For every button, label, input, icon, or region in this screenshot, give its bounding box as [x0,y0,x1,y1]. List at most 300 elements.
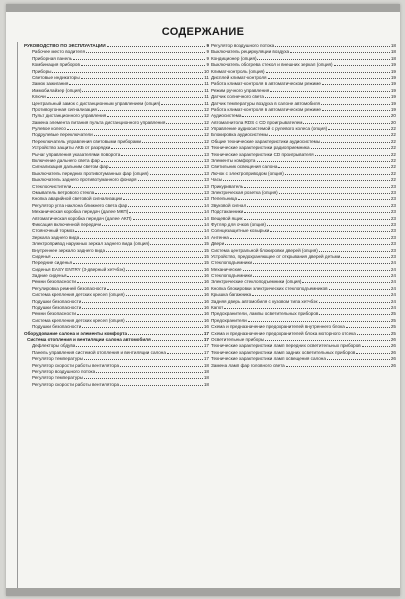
toc-entry-title: Противоугонная сигнализация [32,106,97,112]
toc-page-number: 16 [203,266,209,272]
toc-entry [211,152,396,157]
toc-entry-title: Ключи [32,94,46,100]
toc-entry-title: Предохранители, лампы осветительных приборов [211,311,319,317]
toc-entry [24,196,209,201]
toc-leader-dots [302,282,389,283]
toc-leader-dots [243,270,390,271]
toc-page-number: 9 [206,49,209,55]
toc-page-number: 24 [390,285,396,291]
toc-entry-title: Технические характеристики ламп освещения салона [211,356,326,362]
toc-page-number: 23 [390,196,396,202]
toc-leader-dots [225,244,390,245]
toc-page-number: 16 [203,285,209,291]
toc-leader-dots [95,193,203,194]
toc-page-number: 13 [203,164,209,170]
toc-leader-dots [265,340,390,341]
toc-entry [211,318,396,323]
toc-page-number: 19 [390,94,396,100]
toc-entry-title: Технические характеристики радиоприемника [211,145,310,151]
toc-page-number: 23 [390,209,396,215]
toc-entry [211,343,396,348]
toc-leader-dots [150,174,203,175]
toc-entry [211,126,396,131]
toc-entry [211,260,396,265]
toc-entry-title: Пепельница [211,196,238,202]
toc-entry [211,101,396,106]
toc-leader-dots [96,372,203,373]
toc-leader-dots [252,295,390,296]
toc-entry-title: Схема и предназначение предохранителей внутреннего блока [211,324,345,330]
toc-entry-title: Футляр для очков (опция) [211,221,266,227]
toc-leader-dots [101,161,203,162]
toc-leader-dots [73,59,205,60]
toc-entry-title: Приборы [32,68,52,74]
book-page [6,4,400,596]
toc-leader-dots [138,180,203,181]
toc-page-number: 15 [203,253,209,259]
toc-entry [24,62,209,67]
toc-entry [24,318,209,323]
toc-entry-title: Вещевой ящик [211,215,243,221]
toc-entry-title: Блокировка аудиосистемы [211,132,268,138]
toc-entry-title: Стеклоподъемники [211,260,253,266]
toc-entry-title: Климат-контроль (опция) [211,68,265,74]
toc-leader-dots [253,276,390,277]
toc-entry [211,350,396,355]
toc-entry [211,88,396,93]
toc-entry [211,292,396,297]
toc-page-number: 23 [390,215,396,221]
toc-leader-dots [126,321,203,322]
toc-page-number: 19 [390,74,396,80]
toc-entry-title: Рулевое колесо [32,126,66,132]
toc-leader-dots [257,161,390,162]
toc-page-number: 24 [390,305,396,311]
toc-page-number: 12 [203,106,209,112]
toc-page-number: 14 [203,202,209,208]
toc-entry [24,279,209,284]
toc-entry [24,222,209,227]
toc-entry-title: Крышка багажника [211,292,252,298]
toc-leader-dots [152,340,203,341]
toc-entry-title: Солнцезащитные козырьки [211,228,270,234]
toc-page-number: 22 [390,132,396,138]
toc-leader-dots [321,104,390,105]
toc-page-number: 24 [390,298,396,304]
toc-entry [211,75,396,80]
toc-leader-dots [150,244,202,245]
toc-leader-dots [82,302,203,303]
toc-page-number: 22 [390,138,396,144]
toc-entry [211,177,396,182]
toc-entry [24,132,209,137]
toc-entry [24,356,209,361]
page-bottom-strip [6,588,400,596]
toc-page-number: 16 [203,305,209,311]
toc-entry-title: Центральный замок с дистанционным управлением (опция) [32,100,161,106]
toc-entry-title: Электрическая розетка (опция) [211,189,278,195]
toc-entry [211,171,396,176]
toc-entry [24,43,209,48]
toc-entry [24,75,209,80]
toc-leader-dots [106,251,203,252]
toc-entry [24,49,209,54]
toc-entry [24,286,209,291]
toc-page-number: 9 [206,62,209,68]
toc-leader-dots [275,46,390,47]
toc-leader-dots [327,359,390,360]
toc-leader-dots [69,84,203,85]
toc-leader-dots [52,72,202,73]
toc-leader-dots [77,314,203,315]
toc-leader-dots [253,263,390,264]
toc-page-number: 17 [203,330,209,336]
toc-page-number: 18 [203,381,209,387]
toc-page-number: 12 [203,132,209,138]
toc-page-number: 11 [204,87,209,93]
toc-page-number: 11 [204,81,209,87]
toc-page-number: 13 [203,158,209,164]
toc-entry [24,190,209,195]
toc-entry [211,164,396,169]
toc-entry [211,190,396,195]
toc-entry [24,375,209,380]
toc-leader-dots [47,97,204,98]
toc-leader-dots [82,91,203,92]
toc-entry [24,305,209,310]
toc-entry-title: Регулятор температуры [32,356,83,362]
toc-page-number: 24 [390,266,396,272]
toc-entry [24,56,209,61]
toc-entry [211,324,396,329]
toc-entry [211,356,396,361]
toc-page-number: 25 [390,317,396,323]
toc-page-number: 17 [203,356,209,362]
toc-entry-title: Светильник освещения салона [211,164,278,170]
toc-leader-dots [84,378,203,379]
toc-entry-title: Кондиционер (опция) [211,55,257,61]
toc-page-number: 22 [390,126,396,132]
toc-leader-dots [257,59,389,60]
toc-leader-dots [52,257,203,258]
toc-entry-title: Механические [211,266,242,272]
toc-entry-title: Лючок с электроприводом (опция) [211,170,284,176]
toc-leader-dots [279,193,390,194]
toc-entry-title: Внутреннее зеркало заднего вида [32,247,106,253]
toc-entry [211,158,396,163]
toc-leader-dots [341,257,390,258]
toc-page-number: 14 [203,228,209,234]
toc-page-number: 13 [203,145,209,151]
toc-page-number: 22 [390,145,396,151]
toc-page-number: 23 [390,183,396,189]
toc-entry-title: Технические характеристики ламп передних осветительных приборов [211,343,361,349]
toc-entry [211,139,396,144]
toc-entry [24,81,209,86]
toc-entry-title: Дефлекторы обдува [32,343,76,349]
toc-entry-title: Датчик температуры воздуха в салоне автомобиля [211,100,321,106]
toc-page-number: 26 [390,356,396,362]
toc-leader-dots [86,52,206,53]
toc-entry [24,88,209,93]
toc-page-number: 14 [203,209,209,215]
toc-entry-title: Световые индикаторы [32,74,80,80]
toc-page-number: 20 [390,113,396,119]
toc-leader-dots [362,346,390,347]
toc-page-number: 23 [390,241,396,247]
toc-entry [211,222,396,227]
toc-entry-title: Подушки безопасности [32,298,82,304]
page-top-strip [6,4,400,12]
toc-leader-dots [73,263,203,264]
toc-leader-dots [67,129,203,130]
toc-page-number: 20 [390,119,396,125]
toc-leader-dots [322,84,390,85]
toc-page-number: 19 [390,81,396,87]
toc-entry [211,145,396,150]
toc-entry [24,337,209,342]
toc-leader-dots [268,78,390,79]
toc-entry-title: Передние сиденья [32,260,72,266]
toc-entry-title: Работа климат-контроля в автоматическом режиме [211,81,321,87]
toc-leader-dots [247,206,390,207]
toc-page-number: 25 [390,330,396,336]
toc-leader-dots [98,110,203,111]
toc-page-number: 23 [390,202,396,208]
toc-entry-title: Приборная панель [32,55,73,61]
toc-leader-dots [120,366,203,367]
toc-entry-title: Регулятор воздушного потока [211,43,275,48]
toc-entry-title: Датчик солнечного света [211,94,264,100]
toc-page-number: 16 [203,292,209,298]
toc-entry-title: Стеклоподъемники [211,273,253,279]
toc-page-number: 25 [390,311,396,317]
toc-entry [24,343,209,348]
left-margin-rule [17,42,18,592]
toc-leader-dots [319,302,390,303]
toc-leader-dots [244,212,390,213]
toc-page-number: 13 [203,183,209,189]
toc-entry [24,260,209,265]
toc-leader-dots [311,148,390,149]
toc-leader-dots [244,219,390,220]
toc-entry-title: Антенна [211,234,229,240]
toc-entry [24,216,209,221]
toc-page-number: 14 [203,221,209,227]
toc-entry [24,369,209,374]
toc-leader-dots [356,353,390,354]
toc-page-number: 16 [203,273,209,279]
toc-page-number: 26 [390,349,396,355]
toc-leader-dots [315,155,390,156]
toc-entry [211,203,396,208]
toc-entry [211,299,396,304]
toc-entry-title: Работа климат-контроля в автоматическом режиме [211,106,321,112]
toc-entry [24,273,209,278]
toc-page-number: 23 [390,228,396,234]
toc-leader-dots [81,78,204,79]
toc-entry-title: Система центральной блокировки дверей (опция) [211,247,318,253]
toc-page-number: 26 [390,336,396,342]
toc-entry [211,81,396,86]
toc-entry-title: Включение дальнего света фар [32,158,100,164]
toc-page-number: 12 [203,138,209,144]
toc-page-number: 24 [390,292,396,298]
toc-entry [24,299,209,304]
toc-page-number: 23 [390,234,396,240]
toc-entry [211,337,396,342]
toc-entry-title: Иммобилайзер (опция) [32,87,82,93]
toc-leader-dots [248,321,390,322]
toc-leader-dots [120,385,203,386]
toc-entry-title: Фиксация включенной передачи [32,221,102,227]
toc-entry-title: Автоматическая коробка передач (далее АКП) [32,215,132,221]
toc-leader-dots [161,104,203,105]
toc-page-number: 16 [203,317,209,323]
toc-entry-title: Зеркала заднего вида [32,234,80,240]
toc-leader-dots [321,142,390,143]
toc-page-number: 18 [390,55,396,61]
toc-leader-dots [129,212,203,213]
toc-entry-title: Подушки безопасности [32,324,82,330]
toc-entry [24,145,209,150]
toc-entry-title: Кнопка аварийной световой сигнализации [32,196,123,202]
toc-page-number: 19 [390,100,396,106]
toc-leader-dots [102,225,203,226]
toc-entry-title: Стояночный тормоз [32,228,75,234]
toc-page-number: 18 [203,375,209,381]
toc-entry [24,292,209,297]
toc-entry [211,311,396,316]
toc-entry [211,209,396,214]
toc-leader-dots [224,308,390,309]
toc-page-number: 24 [390,279,396,285]
toc-entry-title: Выключатель заднего противотуманного фонаря [32,177,137,183]
toc-entry [24,139,209,144]
toc-entry-title: Часы [211,177,223,183]
toc-entry [24,254,209,259]
toc-page-number: 23 [390,253,396,259]
toc-entry [24,120,209,125]
toc-entry-title: Управление аудиосистемой с рулевого колеса (опция) [211,126,328,132]
toc-page-number: 13 [203,177,209,183]
toc-leader-dots [270,231,390,232]
toc-entry [24,209,209,214]
toc-entry-title: Переключатель управления световыми приборами [32,138,142,144]
toc-entry-title: Кнопка блокировки электрических стеклоподъемников [211,285,328,291]
toc-entry-title: Технические характеристики ламп задних осветительных приборов [211,349,356,355]
toc-leader-dots [238,199,390,200]
toc-entry-title: Электрические стеклоподъемники (опция) [211,279,302,285]
toc-page-number: 14 [203,215,209,221]
toc-page-number: 18 [390,43,396,48]
toc-entry-title: Система крепления детских кресел (опция) [32,292,125,298]
toc-entry [24,158,209,163]
toc-entry [211,248,396,253]
toc-leader-dots [121,155,203,156]
toc-page-number: 17 [203,336,209,342]
toc-page-number: 16 [203,279,209,285]
toc-page-number: 22 [390,164,396,170]
toc-leader-dots [290,52,390,53]
toc-page-number: 17 [203,349,209,355]
toc-leader-dots [267,225,390,226]
toc-entry [211,184,396,189]
toc-entry-title: Ремни безопасности [32,279,76,285]
toc-page-number: 12 [203,126,209,132]
toc-entry [211,113,396,118]
toc-leader-dots [303,123,390,124]
toc-page-number: 24 [390,260,396,266]
toc-leader-dots [126,270,203,271]
toc-page-number: 19 [390,68,396,74]
toc-entry-title: Система крепления детских кресел (опция) [32,317,125,323]
toc-leader-dots [107,116,203,117]
toc-entry-title: Сиденья [32,253,51,259]
toc-leader-dots [76,346,203,347]
toc-entry [24,350,209,355]
toc-entry-title: Капот [211,305,224,311]
toc-entry-title: Электропривод наружных зеркал заднего вида (опция) [32,241,150,247]
toc-entry [24,113,209,118]
toc-entry [24,184,209,189]
toc-entry [24,101,209,106]
toc-leader-dots [166,123,203,124]
toc-entry-title: Прикуриватель [211,183,244,189]
toc-entry-title: Подстаканники [211,209,244,215]
toc-entry-title: Регулятор воздушного потока [32,368,96,374]
toc-entry-title: Двери [211,241,225,247]
toc-entry [24,107,209,112]
toc-leader-dots [328,129,390,130]
toc-leader-dots [286,366,390,367]
toc-page-number: 23 [390,189,396,195]
toc-entry-title: Регулятор угла наклона ближнего света фар [32,202,128,208]
toc-leader-dots [269,135,390,136]
toc-leader-dots [334,65,390,66]
toc-page-number: 17 [203,343,209,349]
toc-page-number: 14 [203,234,209,240]
toc-page-number: 16 [203,324,209,330]
toc-entry [24,152,209,157]
toc-leader-dots [107,289,203,290]
toc-entry-title: Регулировка ремней безопасности [32,285,107,291]
toc-entry [211,49,396,54]
toc-right-column [211,43,396,369]
toc-leader-dots [322,110,390,111]
toc-entry-title: Замена элемента питания пульта дистанционного управления [32,119,166,125]
toc-entry-title: Рычаг управления указателями поворота [32,151,121,157]
toc-page-number: 13 [203,151,209,157]
toc-entry-title: Элементы комфорта [211,158,256,164]
toc-entry [211,43,396,48]
toc-entry [24,331,209,336]
toc-entry [211,196,396,201]
toc-leader-dots [82,327,203,328]
toc-leader-dots [346,327,390,328]
toc-entry-title: Замок зажигания [32,81,69,87]
toc-entry [211,241,396,246]
toc-entry [24,235,209,240]
toc-entry-title: Сиденья EASY ENTRY (3-дверный хетчбэк) [32,266,126,272]
toc-page-number: 9 [206,55,209,61]
toc-entry-title: Система отопления и вентиляции салона автомобиля [27,336,151,342]
toc-entry [24,94,209,99]
toc-entry-title: Пульт дистанционного управления [32,113,107,119]
toc-page-number: 12 [203,119,209,125]
toc-entry-title: Оборудование салона и элементы комфорта [24,330,127,336]
toc-page-number: 22 [390,170,396,176]
